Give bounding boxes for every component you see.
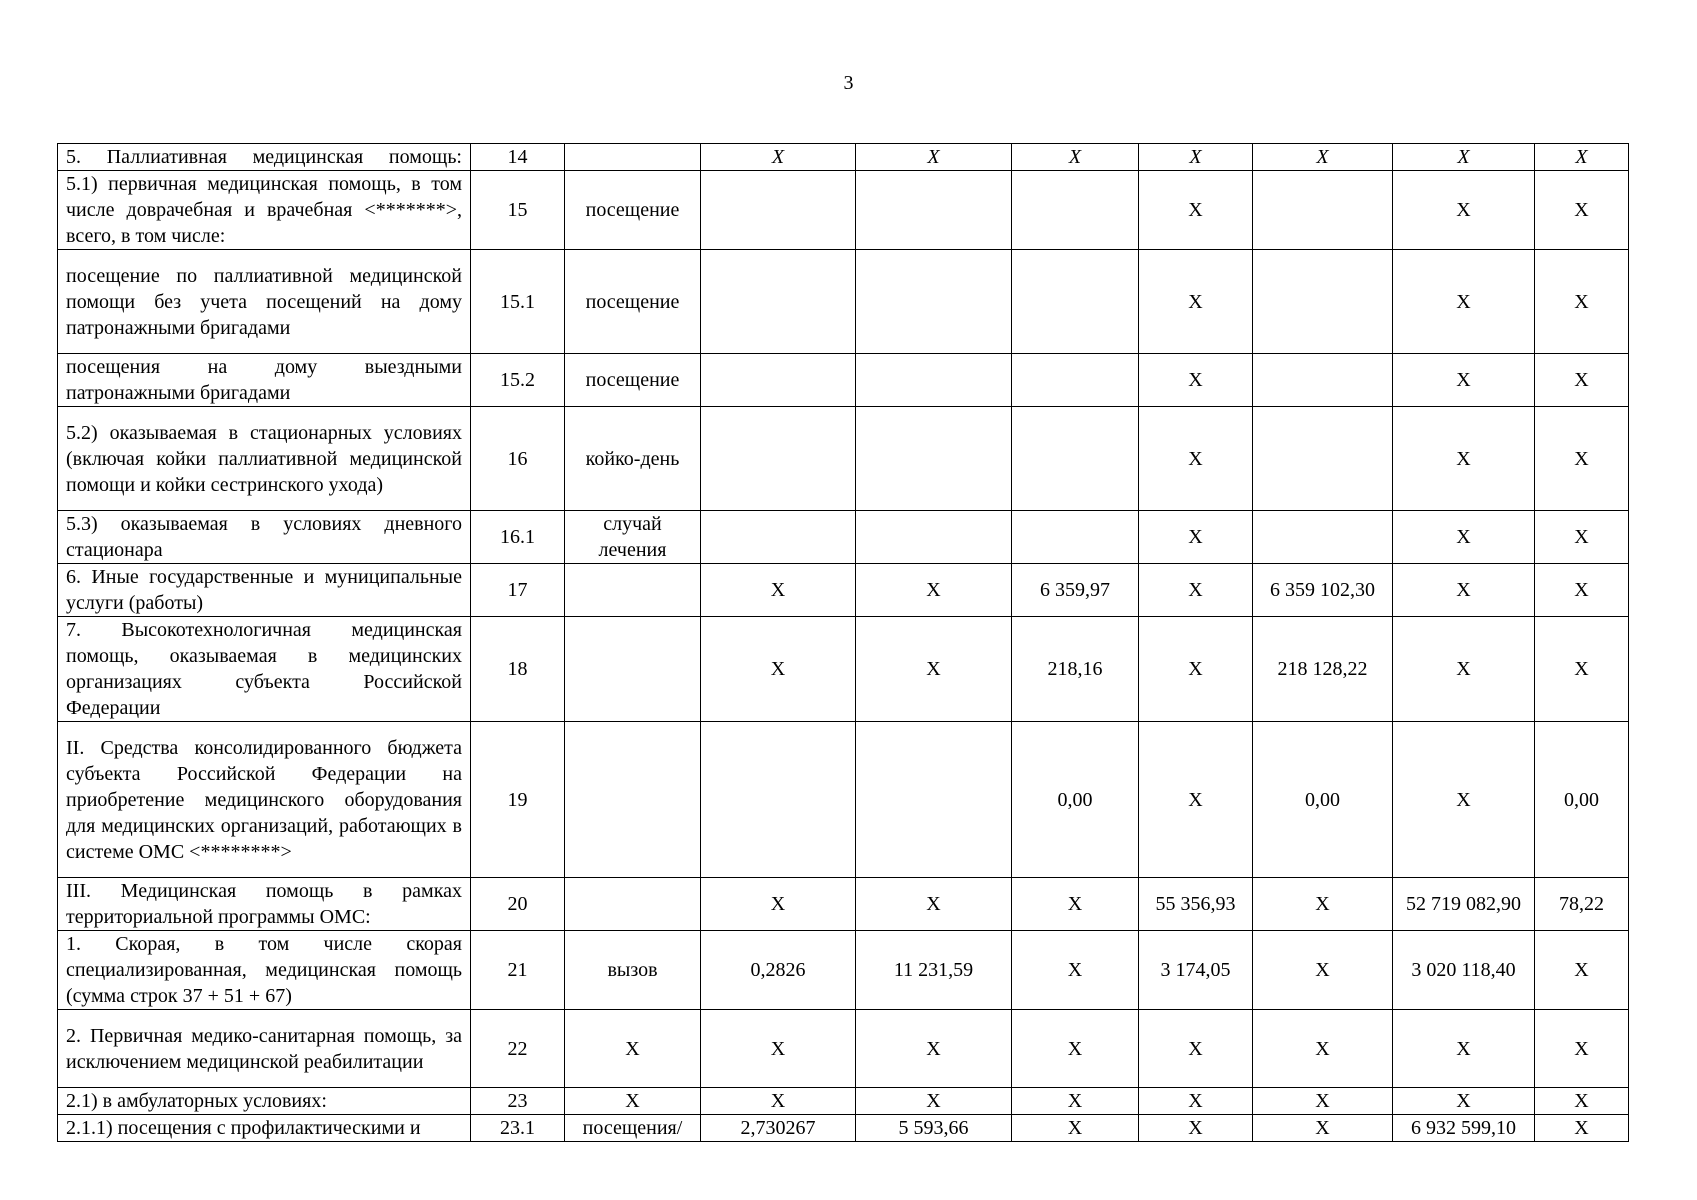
cell-c4: X xyxy=(1139,1115,1253,1142)
cell-c4: 3 174,05 xyxy=(1139,931,1253,1010)
cell-c6: X xyxy=(1393,407,1535,511)
cell-c2 xyxy=(856,250,1012,354)
cell-c3: 0,00 xyxy=(1012,722,1139,878)
cell-c2: X xyxy=(856,1088,1012,1115)
row-description: 1. Скорая, в том числе скорая специализированная, медицинская помощь (сумма строк 37 + 51 + 67) xyxy=(58,931,471,1010)
row-description: 5.3) оказываемая в условиях дневного стационара xyxy=(58,511,471,564)
cell-c5: X xyxy=(1253,144,1393,171)
row-description: 5. Паллиативная медицинская помощь: xyxy=(58,144,471,171)
cell-c5 xyxy=(1253,407,1393,511)
cell-c2: X xyxy=(856,144,1012,171)
cell-c2: X xyxy=(856,564,1012,617)
cell-c6: 3 020 118,40 xyxy=(1393,931,1535,1010)
row-unit xyxy=(565,564,701,617)
cell-c5 xyxy=(1253,250,1393,354)
cell-c7: 0,00 xyxy=(1535,722,1629,878)
cell-c4: X xyxy=(1139,354,1253,407)
cell-c6: 6 932 599,10 xyxy=(1393,1115,1535,1142)
cell-c7: X xyxy=(1535,511,1629,564)
cell-c4: X xyxy=(1139,1010,1253,1088)
table-row xyxy=(58,931,1629,1010)
cell-c2 xyxy=(856,407,1012,511)
table-row xyxy=(58,722,1629,878)
cell-c5: X xyxy=(1253,1010,1393,1088)
cell-c4: 55 356,93 xyxy=(1139,878,1253,931)
cell-c1 xyxy=(701,511,856,564)
row-unit: посещение xyxy=(565,354,701,407)
cell-c2: X xyxy=(856,1010,1012,1088)
row-number: 16 xyxy=(471,407,565,511)
cell-c2: 5 593,66 xyxy=(856,1115,1012,1142)
cell-c3 xyxy=(1012,250,1139,354)
row-number: 23 xyxy=(471,1088,565,1115)
cell-c7: X xyxy=(1535,407,1629,511)
row-unit: X xyxy=(565,1010,701,1088)
cell-c7: X xyxy=(1535,931,1629,1010)
cell-c1 xyxy=(701,250,856,354)
cell-c1: X xyxy=(701,1088,856,1115)
cell-c6: X xyxy=(1393,722,1535,878)
row-description: 5.2) оказываемая в стационарных условиях (включая койки паллиативной медицинской помощи и койки сестринского ухода) xyxy=(58,407,471,511)
cell-c1: X xyxy=(701,878,856,931)
cell-c4: X xyxy=(1139,1088,1253,1115)
page-number: 3 xyxy=(843,72,854,94)
table-row xyxy=(58,407,1629,511)
cell-c7: X xyxy=(1535,1088,1629,1115)
cell-c6: X xyxy=(1393,171,1535,250)
cell-c5: 0,00 xyxy=(1253,722,1393,878)
cell-c5: 6 359 102,30 xyxy=(1253,564,1393,617)
cell-c7: X xyxy=(1535,564,1629,617)
cell-c7: X xyxy=(1535,354,1629,407)
financing-table xyxy=(57,143,1629,1142)
cell-c4: X xyxy=(1139,407,1253,511)
cell-c7: X xyxy=(1535,617,1629,722)
row-description: посещение по паллиативной медицинской помощи без учета посещений на дому патронажными бригадами xyxy=(58,250,471,354)
cell-c6: X xyxy=(1393,617,1535,722)
cell-c1 xyxy=(701,407,856,511)
cell-c6: X xyxy=(1393,1010,1535,1088)
cell-c2 xyxy=(856,354,1012,407)
cell-c2: X xyxy=(856,878,1012,931)
cell-c2 xyxy=(856,511,1012,564)
cell-c4: X xyxy=(1139,250,1253,354)
row-number: 16.1 xyxy=(471,511,565,564)
row-number: 14 xyxy=(471,144,565,171)
cell-c6: X xyxy=(1393,354,1535,407)
row-number: 19 xyxy=(471,722,565,878)
cell-c1 xyxy=(701,354,856,407)
cell-c6: X xyxy=(1393,250,1535,354)
table-row xyxy=(58,1088,1629,1115)
cell-c3: 218,16 xyxy=(1012,617,1139,722)
cell-c7: 78,22 xyxy=(1535,878,1629,931)
row-unit xyxy=(565,722,701,878)
row-unit: койко-день xyxy=(565,407,701,511)
cell-c2: X xyxy=(856,617,1012,722)
cell-c4: X xyxy=(1139,722,1253,878)
cell-c2 xyxy=(856,171,1012,250)
row-number: 17 xyxy=(471,564,565,617)
cell-c5 xyxy=(1253,354,1393,407)
row-unit: посещение xyxy=(565,250,701,354)
row-number: 20 xyxy=(471,878,565,931)
cell-c6: X xyxy=(1393,511,1535,564)
row-unit: вызов xyxy=(565,931,701,1010)
row-description: 2.1.1) посещения с профилактическими и xyxy=(58,1115,471,1142)
row-description: III. Медицинская помощь в рамках территориальной программы ОМС: xyxy=(58,878,471,931)
table-row xyxy=(58,564,1629,617)
cell-c3: X xyxy=(1012,931,1139,1010)
cell-c4: X xyxy=(1139,144,1253,171)
row-unit: X xyxy=(565,1088,701,1115)
cell-c5: 218 128,22 xyxy=(1253,617,1393,722)
cell-c2: 11 231,59 xyxy=(856,931,1012,1010)
table-row xyxy=(58,511,1629,564)
cell-c5: X xyxy=(1253,1088,1393,1115)
row-unit: посещение xyxy=(565,171,701,250)
row-description: 7. Высокотехнологичная медицинская помощь, оказываемая в медицинских организациях субъекта Российской Федерации xyxy=(58,617,471,722)
cell-c2 xyxy=(856,722,1012,878)
cell-c3: X xyxy=(1012,878,1139,931)
table-row xyxy=(58,354,1629,407)
row-number: 15.2 xyxy=(471,354,565,407)
row-unit xyxy=(565,144,701,171)
cell-c7: X xyxy=(1535,144,1629,171)
row-description: 2. Первичная медико-санитарная помощь, за исключением медицинской реабилитации xyxy=(58,1010,471,1088)
cell-c5 xyxy=(1253,171,1393,250)
table-row xyxy=(58,1010,1629,1088)
row-number: 15.1 xyxy=(471,250,565,354)
cell-c6: 52 719 082,90 xyxy=(1393,878,1535,931)
table-row xyxy=(58,617,1629,722)
cell-c5: X xyxy=(1253,931,1393,1010)
row-number: 21 xyxy=(471,931,565,1010)
row-unit xyxy=(565,878,701,931)
row-description: 6. Иные государственные и муниципальные услуги (работы) xyxy=(58,564,471,617)
cell-c3 xyxy=(1012,511,1139,564)
cell-c6: X xyxy=(1393,1088,1535,1115)
cell-c4: X xyxy=(1139,511,1253,564)
cell-c4: X xyxy=(1139,564,1253,617)
cell-c1 xyxy=(701,171,856,250)
cell-c6: X xyxy=(1393,564,1535,617)
row-number: 23.1 xyxy=(471,1115,565,1142)
cell-c3: 6 359,97 xyxy=(1012,564,1139,617)
table-row xyxy=(58,144,1629,171)
cell-c1 xyxy=(701,722,856,878)
row-number: 15 xyxy=(471,171,565,250)
cell-c4: X xyxy=(1139,171,1253,250)
cell-c3: X xyxy=(1012,1115,1139,1142)
row-number: 18 xyxy=(471,617,565,722)
row-description: 5.1) первичная медицинская помощь, в том числе доврачебная и врачебная <*******>, всего, в том числе: xyxy=(58,171,471,250)
cell-c6: X xyxy=(1393,144,1535,171)
cell-c7: X xyxy=(1535,1115,1629,1142)
cell-c7: X xyxy=(1535,171,1629,250)
cell-c7: X xyxy=(1535,1010,1629,1088)
cell-c1: X xyxy=(701,617,856,722)
cell-c3 xyxy=(1012,354,1139,407)
row-number: 22 xyxy=(471,1010,565,1088)
cell-c1: X xyxy=(701,564,856,617)
cell-c3 xyxy=(1012,171,1139,250)
cell-c3: X xyxy=(1012,144,1139,171)
cell-c3 xyxy=(1012,407,1139,511)
row-unit: случай лечения xyxy=(565,511,701,564)
cell-c1: 0,2826 xyxy=(701,931,856,1010)
cell-c5 xyxy=(1253,511,1393,564)
cell-c3: X xyxy=(1012,1088,1139,1115)
cell-c3: X xyxy=(1012,1010,1139,1088)
table-row xyxy=(58,171,1629,250)
cell-c4: X xyxy=(1139,617,1253,722)
row-unit xyxy=(565,617,701,722)
table-row xyxy=(58,250,1629,354)
cell-c1: X xyxy=(701,1010,856,1088)
row-description: посещения на дому выездными патронажными бригадами xyxy=(58,354,471,407)
table-row xyxy=(58,1115,1629,1142)
row-unit: посещения/ xyxy=(565,1115,701,1142)
cell-c1: X xyxy=(701,144,856,171)
cell-c7: X xyxy=(1535,250,1629,354)
row-description: 2.1) в амбулаторных условиях: xyxy=(58,1088,471,1115)
row-description: II. Средства консолидированного бюджета субъекта Российской Федерации на приобретение медицинского оборудования для медицинских организаций, работающих в системе ОМС <********> xyxy=(58,722,471,878)
table-row xyxy=(58,878,1629,931)
cell-c5: X xyxy=(1253,1115,1393,1142)
cell-c1: 2,730267 xyxy=(701,1115,856,1142)
cell-c5: X xyxy=(1253,878,1393,931)
